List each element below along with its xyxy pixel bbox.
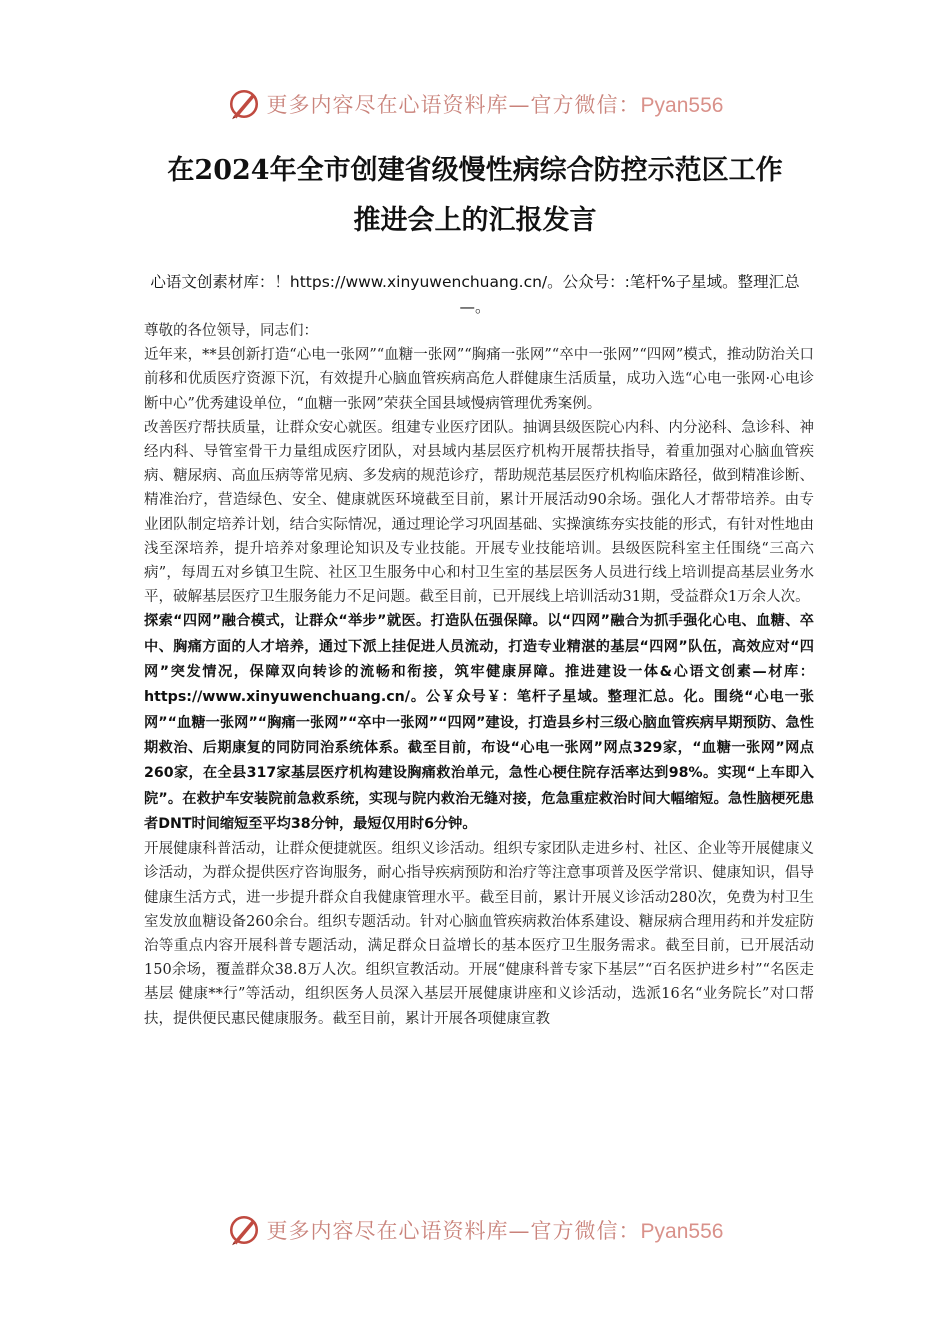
wechat-id: Pyan556 [640,1220,724,1243]
title-line-2: 推进会上的汇报发言 [353,205,597,236]
document-body [144,319,814,1031]
source-note: 心语文创素材库：！https://www.xinyuwenchuang.cn/。公众号：:笔杆%子星域。整理汇总—。 [150,273,800,316]
salutation: 尊敬的各位领导，同志们： [144,323,318,339]
paragraph-medical-assistance: 改善医疗帮扶质量，让群众安心就医。组建专业医疗团队。抽调县级医院心内科、内分泌科、急诊科、神经内科、导管室骨干力量组成医疗团队，对县域内基层医疗机构开展帮扶指导，着重加强对心脑血管疾病、糖尿病、高血压病等常见病、多发病的规范诊疗，帮助规范基层医疗机构临床路径，做到精准诊断、精准治疗，营造绿色、安全、健康就医环境截至目前，累计开展活动90余场。强化人才帮带培养。由专业团队制定培养计划，结合实际情况，通过理论学习巩固基础、实操演练夯实技能的形式，有针对性地由浅至深培养，提升培养对象理论知识及专业技能。开展专业技能培训。县级医院科室主任围绕“三高六病”，每周五对乡镇卫生院、社区卫生服务中心和村卫生室的基层医务人员进行线上培训提高基层业务水平，破解基层医疗卫生服务能力不足问题。截至目前，已开展线上培训活动31期，受益群众1万余人次。 [144,419,814,606]
paragraph-four-networks: 探索“四网”融合模式，让群众“举步”就医。打造队伍强保障。以“四网”融合为抓手强化心电、血糖、卒中、胸痛方面的人才培养，通过下派上挂促进人员流动，打造专业精湛的基层“四网”队伍，高效应对“四网”突发情况，保障双向转诊的流畅和衔接，筑牢健康屏障。推进建设一体&心语文创素—材库：https://www.xinyuwenchuang.cn/。公￥众号￥：笔杆子星域。整理汇总。化。围绕“心电一张网”“血糖一张网”“胸痛一张网”“卒中一张网”“四网”建设，打造县乡村三级心脑血管疾病早期预防、急性期救治、后期康复的同防同治系统体系。截至目前，布设“心电一张网”网点329家，“血糖一张网”网点260家，在全县317家基层医疗机构建设胸痛救治单元，急性心梗住院存活率达到98%。实现“上车即入院”。在救护车安装院前急救系统，实现与院内救治无缝对接，危急重症救治时间大幅缩短。急性脑梗死患者DNT时间缩短至平均38分钟，最短仅用时6分钟。 [144,613,814,832]
header-banner [0,84,950,124]
title-line-1: 在2024年全市创建省级慢性病综合防控示范区工作 [167,155,783,186]
pen-logo-icon [227,87,261,121]
banner-text: 更多内容尽在心语资料库—官方微信：Pyan556 [266,1219,724,1243]
paragraph-health-education: 开展健康科普活动，让群众便捷就医。组织义诊活动。组织专家团队走进乡村、社区、企业等开展健康义诊活动，为群众提供医疗咨询服务，耐心指导疾病预防和治疗等注意事项普及医学常识、健康知识，倡导健康生活方式，进一步提升群众自我健康管理水平。截至目前，累计开展义诊活动280次，免费为村卫生室发放血糖设备260余台。组织专题活动。针对心脑血管疾病救治体系建设、糖尿病合理用药和并发症防治等重点内容开展科普专题活动，满足群众日益增长的基本医疗卫生服务需求。截至目前，已开展活动150余场，覆盖群众38.8万人次。组织宣教活动。开展“健康科普专家下基层”“百名医护进乡村”“名医走基层 健康**行”等活动，组织医务人员深入基层开展健康讲座和义诊活动，选派16名“业务院长”对口帮扶，提供便民惠民健康服务。截至目前，累计开展各项健康宣教 [144,841,814,1027]
wechat-id: Pyan556 [640,94,724,117]
pen-logo-icon [227,1213,261,1247]
page-title [110,146,840,246]
footer-banner [0,1210,950,1250]
banner-text: 更多内容尽在心语资料库—官方微信：Pyan556 [266,93,724,117]
paragraph-intro: 近年来，**县创新打造“心电一张网”“血糖一张网”“胸痛一张网”“卒中一张网”“四网”模式，推动防治关口前移和优质医疗资源下沉，有效提升心脑血管疾病高危人群健康生活质量，成功入选“心电一张网·心电诊断中心”优秀建设单位，“血糖一张网”荣获全国县域慢病管理优秀案例。 [144,347,814,412]
